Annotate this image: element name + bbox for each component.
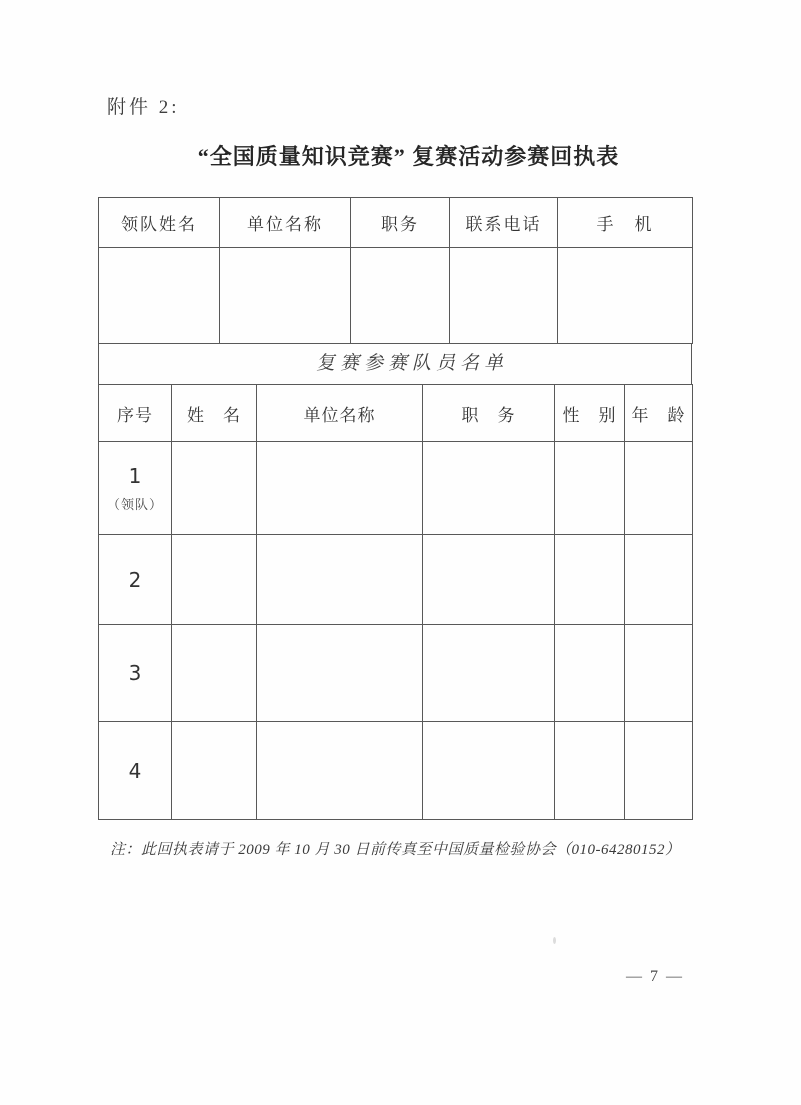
leader-header-mobile: 手 机: [558, 198, 693, 248]
leader-name-cell: [99, 248, 220, 344]
page-title: “全国质量知识竞赛” 复赛活动参赛回执表: [197, 144, 620, 169]
member-age-cell: [625, 535, 693, 625]
leader-header-unit: 单位名称: [220, 198, 351, 248]
member-name-cell: [172, 722, 257, 820]
member-age-cell: [625, 442, 693, 535]
member-name-cell: [172, 625, 257, 722]
row-number: 3: [128, 661, 142, 685]
member-unit-cell: [257, 625, 423, 722]
member-position-cell: [423, 535, 555, 625]
member-name-cell: [172, 442, 257, 535]
member-row-4: [99, 722, 693, 820]
members-header-unit: 单位名称: [257, 385, 423, 442]
scan-speck: [553, 937, 556, 944]
member-unit-cell: [257, 535, 423, 625]
member-gender-cell: [555, 535, 625, 625]
member-age-cell: [625, 722, 693, 820]
leader-mobile-cell: [558, 248, 693, 344]
leader-unit-cell: [220, 248, 351, 344]
reply-form-table: [98, 197, 692, 820]
row-number: 4: [128, 758, 142, 783]
leader-position-cell: [351, 248, 450, 344]
attachment-label: 附件 2:: [107, 97, 180, 118]
members-header-position: 职 务: [423, 385, 555, 442]
leader-info-table: [98, 197, 693, 344]
member-row-1: [99, 442, 693, 535]
footer-note: 注：此回执表请于 2009 年 10 月 30 日前传真至中国质量检验协会（010-64280152）: [110, 842, 681, 858]
members-header-index: 序号: [99, 385, 172, 442]
member-row-3: [99, 625, 693, 722]
member-position-cell: [423, 625, 555, 722]
leader-phone-cell: [450, 248, 558, 344]
leader-header-position: 职务: [351, 198, 450, 248]
leader-header-name: 领队姓名: [99, 198, 220, 248]
member-gender-cell: [555, 722, 625, 820]
member-age-cell: [625, 625, 693, 722]
row-leader-label: （领队）: [106, 496, 163, 512]
leader-input-row: [99, 248, 693, 344]
members-section-title: 复赛参赛队员名单: [98, 344, 692, 384]
row-index-cell: [99, 722, 172, 820]
leader-header-phone: 联系电话: [450, 198, 558, 248]
members-header-name: 姓 名: [172, 385, 257, 442]
row-index-cell: [99, 442, 172, 535]
member-gender-cell: [555, 442, 625, 535]
member-name-cell: [172, 535, 257, 625]
member-position-cell: [423, 442, 555, 535]
members-header-row: [99, 385, 693, 442]
member-gender-cell: [555, 625, 625, 722]
leader-header-row: [99, 198, 693, 248]
member-row-2: [99, 535, 693, 625]
row-index-cell: [99, 625, 172, 722]
row-index-cell: [99, 535, 172, 625]
members-header-age: 年 龄: [625, 385, 693, 442]
members-header-gender: 性 别: [555, 385, 625, 442]
member-unit-cell: [257, 722, 423, 820]
members-table: [98, 384, 693, 820]
row-number: 2: [128, 567, 142, 592]
page-number: — 7 —: [626, 968, 684, 985]
row-number: 1: [128, 463, 142, 488]
member-position-cell: [423, 722, 555, 820]
member-unit-cell: [257, 442, 423, 535]
